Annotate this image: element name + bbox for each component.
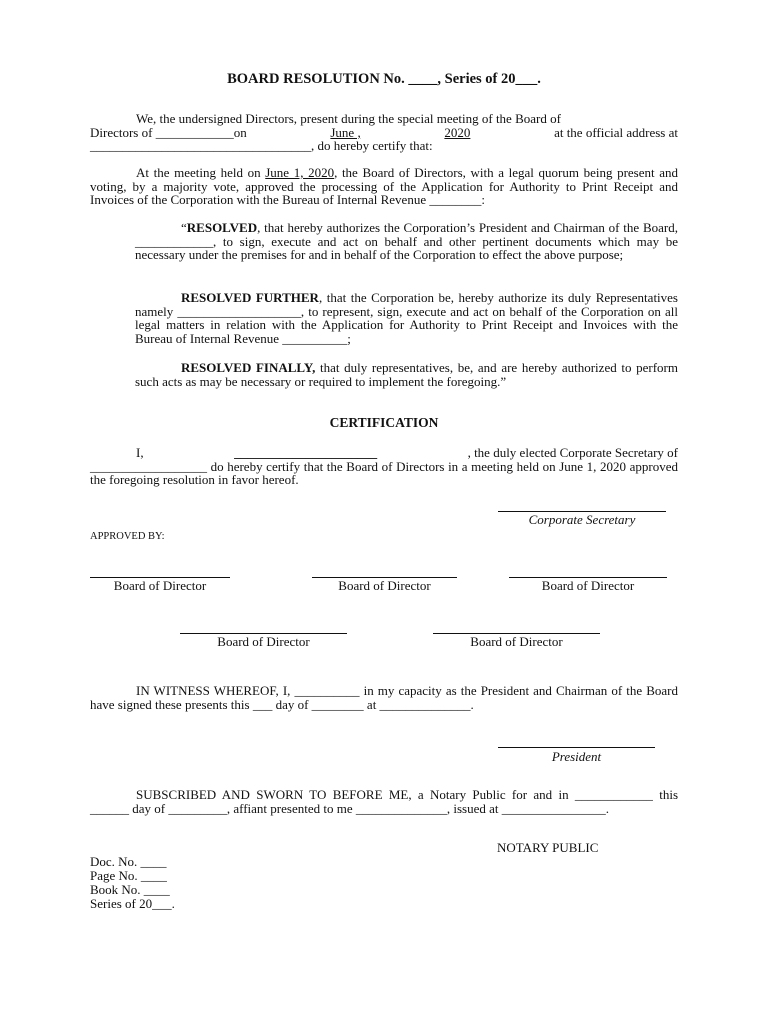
intro-line-2-end: at the official address at bbox=[554, 124, 678, 140]
board-signatory-3: Board of Director bbox=[541, 578, 635, 593]
certification-paragraph bbox=[90, 446, 678, 487]
board-signatory-5: Board of Director bbox=[470, 634, 563, 649]
meeting-year: 2020 bbox=[444, 124, 471, 140]
doc-references bbox=[90, 855, 175, 911]
meeting-text: , the Board of Directors, with a legal quorum being present and voting, by a majority vote, approved the processing of the Application for Authority to Print Receipt and Invoices of the Corporation with the Bureau of Internal Revenue ________: bbox=[90, 165, 679, 208]
intro-paragraph bbox=[90, 112, 678, 153]
board-signatory-2: Board of Director bbox=[338, 578, 431, 593]
intro-line-1: We, the undersigned Directors, present during the special meeting of the Board of bbox=[136, 111, 561, 126]
intro-line-2 bbox=[90, 126, 678, 140]
certification-heading: CERTIFICATION bbox=[329, 415, 439, 430]
subscribed-paragraph: SUBSCRIBED AND SWORN TO BEFORE ME, a Notary Public for and in ____________ this ______ day of _________, affiant presented to me ______________, issued at ________________. bbox=[90, 787, 678, 816]
meeting-month: June , bbox=[330, 124, 361, 140]
resolved-text: , that hereby authorizes the Corporation’s President and Chairman of the Board, ____________, to sign, execute and act on behalf and other pertinent documents which may be necessary under the premises for and in behalf of the Corporation to effect the above purpose; bbox=[135, 220, 678, 263]
resolved-label: RESOLVED bbox=[186, 220, 258, 235]
corporate-secretary-label: Corporate Secretary bbox=[528, 512, 636, 527]
certification-line-1 bbox=[90, 446, 678, 460]
meeting-date: June 1, 2020 bbox=[265, 165, 335, 180]
doc-no: Doc. No. ____ bbox=[90, 854, 167, 869]
certification-line-1-end: , the duly elected Corporate Secretary of bbox=[467, 445, 678, 460]
intro-line-2-start: Directors of ____________on bbox=[90, 124, 247, 140]
certification-text: __________________ do hereby certify that the Board of Directors in a meeting held on June 1, 2020 approved the foregoing resolution in favor hereof. bbox=[90, 458, 678, 488]
book-no: Book No. ____ bbox=[90, 882, 170, 897]
witness-paragraph: IN WITNESS WHEREOF, I, __________ in my capacity as the President and Chairman of the Board have signed these presents this ___ day of ________ at ______________. bbox=[90, 683, 678, 712]
meeting-paragraph bbox=[90, 166, 678, 207]
resolved-open-quote: “ bbox=[181, 220, 187, 235]
intro-line-3: __________________________________, do hereby certify that: bbox=[90, 138, 433, 154]
secretary-name-blank: ______________________ bbox=[234, 445, 378, 460]
resolved-further-paragraph bbox=[135, 291, 678, 345]
document-title: BOARD RESOLUTION No. ____, Series of 20___. bbox=[227, 71, 541, 87]
resolved-paragraph bbox=[135, 221, 678, 262]
meeting-prefix: At the meeting held on bbox=[136, 165, 261, 180]
board-signatory-4: Board of Director bbox=[217, 634, 310, 649]
resolved-finally-label: RESOLVED FINALLY, bbox=[181, 360, 316, 375]
approved-by-label: APPROVED BY: bbox=[90, 531, 165, 542]
resolved-further-text: , that the Corporation be, hereby authorize its duly Representatives namely ___________________, to represent, sign, execute and act on behalf of the Corporation on all legal matters in relation with the Application for Authority to Print Receipt and Invoices with the Bureau of Internal Revenue __________; bbox=[135, 290, 678, 346]
resolved-finally-text: that duly representatives, be, and are hereby authorized to perform such acts as may be necessary or required to implement the foregoing.” bbox=[135, 360, 678, 389]
notary-public-label: NOTARY PUBLIC bbox=[497, 840, 599, 855]
resolved-further-label: RESOLVED FURTHER bbox=[181, 290, 319, 305]
president-signature-line bbox=[498, 747, 655, 748]
series-no: Series of 20___. bbox=[90, 896, 175, 911]
certification-i: I, bbox=[136, 445, 144, 460]
page-no: Page No. ____ bbox=[90, 868, 167, 883]
resolved-finally-paragraph bbox=[135, 361, 678, 388]
board-signatory-1: Board of Director bbox=[113, 578, 207, 593]
president-label: President bbox=[551, 749, 602, 764]
